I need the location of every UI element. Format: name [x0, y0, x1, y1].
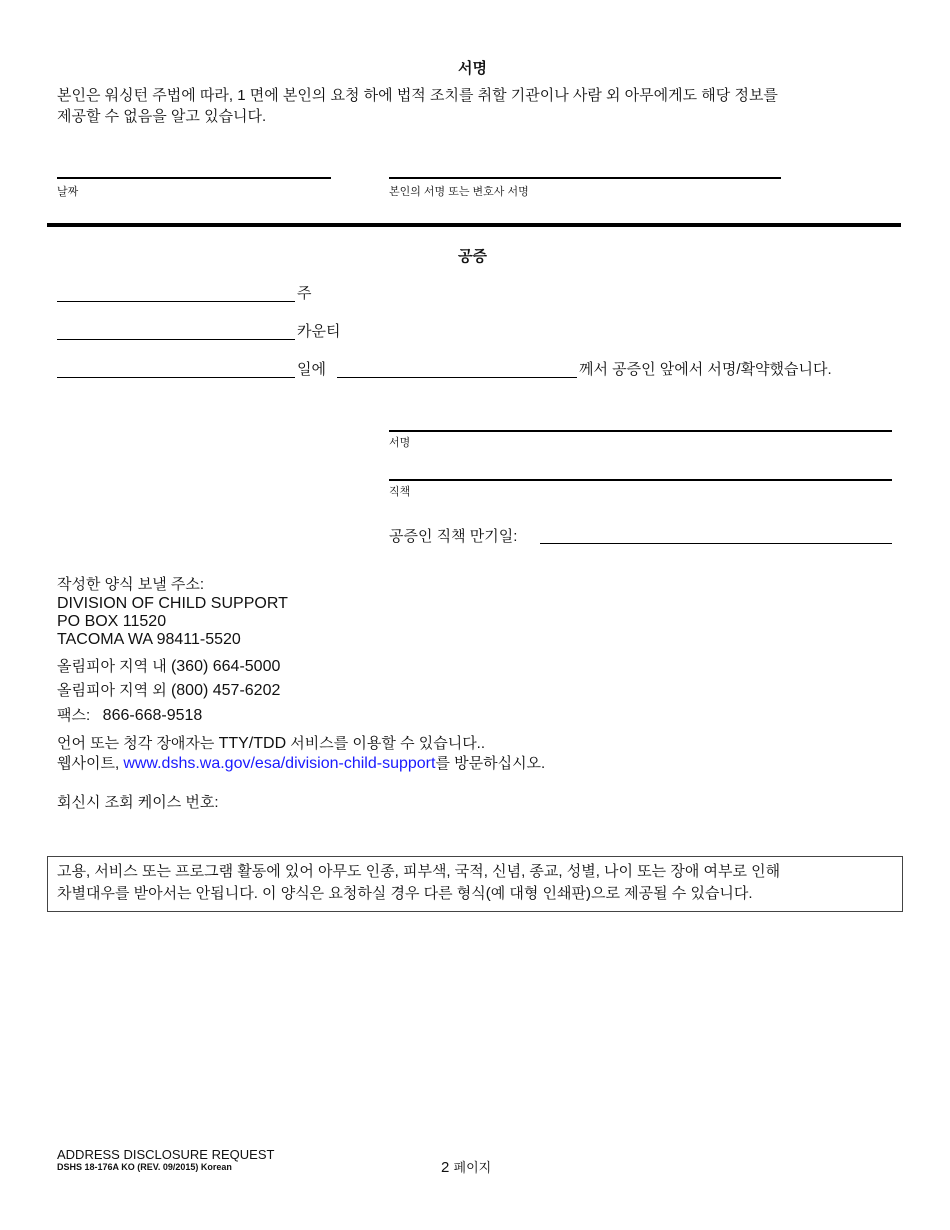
- notary-signature-line[interactable]: [389, 430, 892, 432]
- day-label: 일에: [297, 361, 326, 378]
- olympia-in-label: 올림피아 지역 내: [57, 658, 167, 675]
- date-line[interactable]: [57, 177, 331, 179]
- olympia-in: [57, 656, 280, 678]
- olympia-out: [57, 680, 280, 702]
- form-id: DSHS 18-176A KO (REV. 09/2015) Korean: [57, 1162, 232, 1172]
- notice-line-2: 차별대우를 받아서는 안됩니다. 이 양식은 요청하실 경우 다른 형식(예 대형 인쇄판)으로 제공될 수 있습니다.: [57, 885, 753, 902]
- section-divider: [47, 223, 901, 227]
- statement-line-2: 제공할 수 없음을 알고 있습니다.: [57, 108, 267, 125]
- fax: [57, 705, 202, 727]
- form-title: ADDRESS DISCLOSURE REQUEST: [57, 1147, 275, 1162]
- case-number-label: 회신시 조회 케이스 번호:: [57, 794, 219, 811]
- expiry-field[interactable]: [540, 543, 892, 544]
- notice-line-1: 고용, 서비스 또는 프로그램 활동에 있어 아무도 인종, 피부색, 국적, 신념, 종교, 성별, 나이 또는 장애 여부로 인해: [57, 863, 781, 880]
- day-field[interactable]: [57, 377, 295, 378]
- mailing-label: 작성한 양식 보낼 주소:: [57, 576, 205, 593]
- address-line-1: DIVISION OF CHILD SUPPORT: [57, 595, 288, 612]
- signed-text: 께서 공증인 앞에서 서명/확약했습니다.: [579, 361, 832, 378]
- statement-line-1: 본인은 워싱턴 주법에 따라, 1 면에 본인의 요청 하에 법적 조치를 취할 기관이나 사람 외 아무에게도 해당 정보를: [57, 87, 778, 104]
- page-indicator: [441, 1157, 491, 1179]
- address-line-2: PO BOX 11520: [57, 613, 167, 630]
- notary-heading: 공증: [458, 248, 487, 265]
- website-post: 를 방문하십시오.: [435, 755, 546, 772]
- olympia-out-phone: (800) 457-6202: [170, 682, 281, 699]
- olympia-out-label: 올림피아 지역 외: [57, 682, 167, 699]
- tty-text: TTY/TDD: [218, 735, 287, 752]
- expiry-label: 공증인 직책 만기일:: [389, 528, 518, 545]
- county-label: 카운티: [297, 323, 341, 340]
- signer-name-field[interactable]: [337, 377, 577, 378]
- state-label: 주: [297, 285, 312, 302]
- signature-heading: 서명: [458, 60, 487, 77]
- tty-line: [57, 733, 485, 755]
- website-line: [57, 753, 545, 775]
- tty-post: 서비스를 이용할 수 있습니다..: [290, 735, 486, 752]
- signature-label: 본인의 서명 또는 변호사 서명: [389, 186, 529, 198]
- website-link[interactable]: www.dshs.wa.gov/esa/division-child-support: [123, 755, 436, 772]
- county-field[interactable]: [57, 339, 295, 340]
- page-label: 페이지: [453, 1160, 492, 1175]
- fax-number: 866-668-9518: [102, 707, 203, 724]
- signature-line[interactable]: [389, 177, 781, 179]
- olympia-in-phone: (360) 664-5000: [170, 658, 281, 675]
- page-number: 2: [441, 1159, 450, 1176]
- state-field[interactable]: [57, 301, 295, 302]
- notary-signature-label: 서명: [389, 437, 411, 449]
- website-pre: 웹사이트,: [57, 755, 120, 772]
- fax-label: 팩스:: [57, 707, 91, 724]
- tty-pre: 언어 또는 청각 장애자는: [57, 735, 215, 752]
- date-label: 날짜: [57, 186, 79, 198]
- address-line-3: TACOMA WA 98411-5520: [57, 631, 241, 648]
- notary-title-line[interactable]: [389, 479, 892, 481]
- nondiscrimination-notice: [47, 856, 903, 912]
- notary-title-label: 직책: [389, 486, 411, 498]
